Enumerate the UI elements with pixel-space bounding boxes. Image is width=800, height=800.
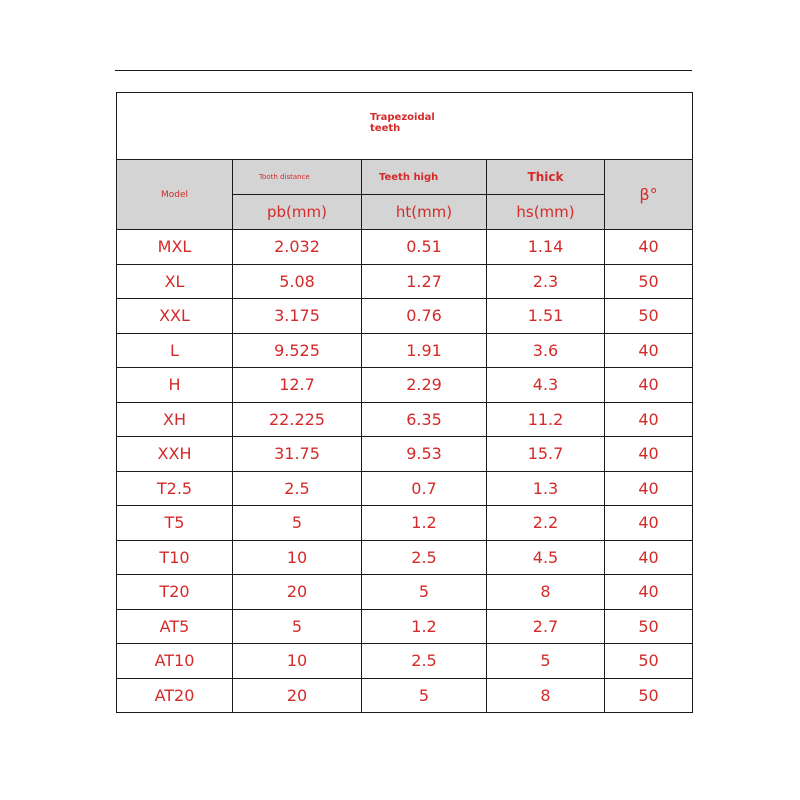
cell-ht: 1.27: [362, 264, 487, 299]
cell-hs: 8: [487, 575, 605, 610]
header-ht-unit: ht(mm): [362, 195, 487, 230]
cell-pb: 10: [233, 644, 362, 679]
cell-ht: 6.35: [362, 402, 487, 437]
table-row: [117, 333, 693, 368]
cell-beta: 50: [605, 264, 693, 299]
cell-model: T2.5: [117, 471, 233, 506]
cell-model: XXH: [117, 437, 233, 472]
cell-ht: 5: [362, 678, 487, 713]
cell-beta: 50: [605, 299, 693, 334]
table-row: [117, 368, 693, 403]
table-row: [117, 230, 693, 265]
cell-pb: 10: [233, 540, 362, 575]
cell-hs: 1.3: [487, 471, 605, 506]
header-pb-unit: pb(mm): [233, 195, 362, 230]
cell-model: H: [117, 368, 233, 403]
cell-hs: 2.3: [487, 264, 605, 299]
cell-beta: 40: [605, 368, 693, 403]
cell-beta: 40: [605, 230, 693, 265]
cell-ht: 1.2: [362, 506, 487, 541]
table-row: [117, 402, 693, 437]
cell-hs: 8: [487, 678, 605, 713]
cell-beta: 40: [605, 471, 693, 506]
cell-pb: 2.5: [233, 471, 362, 506]
cell-hs: 1.14: [487, 230, 605, 265]
table-row: [117, 644, 693, 679]
table-row: [117, 678, 693, 713]
cell-hs: 11.2: [487, 402, 605, 437]
cell-model: T5: [117, 506, 233, 541]
cell-pb: 20: [233, 678, 362, 713]
cell-pb: 9.525: [233, 333, 362, 368]
cell-pb: 2.032: [233, 230, 362, 265]
header-thick: Thick: [487, 160, 605, 195]
cell-ht: 0.76: [362, 299, 487, 334]
cell-model: AT10: [117, 644, 233, 679]
header-model: Model: [117, 160, 233, 230]
table-row: [117, 437, 693, 472]
table-row: [117, 264, 693, 299]
cell-hs: 1.51: [487, 299, 605, 334]
table-row: [117, 471, 693, 506]
cell-model: AT20: [117, 678, 233, 713]
table-title-cell: [117, 93, 693, 160]
cell-hs: 3.6: [487, 333, 605, 368]
cell-hs: 2.7: [487, 609, 605, 644]
cell-ht: 0.7: [362, 471, 487, 506]
header-teeth-high: [362, 160, 487, 195]
cell-hs: 4.3: [487, 368, 605, 403]
top-divider: [115, 70, 692, 71]
cell-ht: 2.5: [362, 540, 487, 575]
cell-hs: 2.2: [487, 506, 605, 541]
table-row: [117, 609, 693, 644]
cell-model: MXL: [117, 230, 233, 265]
cell-pb: 12.7: [233, 368, 362, 403]
cell-model: XL: [117, 264, 233, 299]
cell-model: XH: [117, 402, 233, 437]
cell-pb: 22.225: [233, 402, 362, 437]
cell-beta: 40: [605, 333, 693, 368]
cell-pb: 31.75: [233, 437, 362, 472]
cell-beta: 40: [605, 506, 693, 541]
table-title: Trapezoidal teeth: [370, 112, 435, 134]
header-tooth-distance-label: Tooth distance: [259, 173, 310, 181]
cell-beta: 40: [605, 540, 693, 575]
cell-beta: 40: [605, 402, 693, 437]
cell-model: AT5: [117, 609, 233, 644]
cell-model: L: [117, 333, 233, 368]
table-row: [117, 299, 693, 334]
cell-ht: 9.53: [362, 437, 487, 472]
cell-beta: 50: [605, 644, 693, 679]
table-row: [117, 540, 693, 575]
cell-ht: 1.91: [362, 333, 487, 368]
belt-spec-table: [116, 92, 693, 713]
cell-pb: 5.08: [233, 264, 362, 299]
table-row: [117, 506, 693, 541]
cell-ht: 2.5: [362, 644, 487, 679]
cell-ht: 0.51: [362, 230, 487, 265]
header-beta: β°: [605, 160, 693, 230]
cell-pb: 20: [233, 575, 362, 610]
cell-hs: 5: [487, 644, 605, 679]
cell-pb: 5: [233, 506, 362, 541]
cell-model: T10: [117, 540, 233, 575]
cell-hs: 15.7: [487, 437, 605, 472]
cell-pb: 3.175: [233, 299, 362, 334]
cell-beta: 40: [605, 437, 693, 472]
cell-hs: 4.5: [487, 540, 605, 575]
cell-pb: 5: [233, 609, 362, 644]
header-tooth-distance: [233, 160, 362, 195]
cell-ht: 2.29: [362, 368, 487, 403]
cell-beta: 50: [605, 678, 693, 713]
header-teeth-high-label: Teeth high: [379, 171, 439, 183]
header-hs-unit: hs(mm): [487, 195, 605, 230]
cell-beta: 40: [605, 575, 693, 610]
cell-model: XXL: [117, 299, 233, 334]
table-row: [117, 575, 693, 610]
cell-ht: 5: [362, 575, 487, 610]
cell-model: T20: [117, 575, 233, 610]
cell-ht: 1.2: [362, 609, 487, 644]
cell-beta: 50: [605, 609, 693, 644]
